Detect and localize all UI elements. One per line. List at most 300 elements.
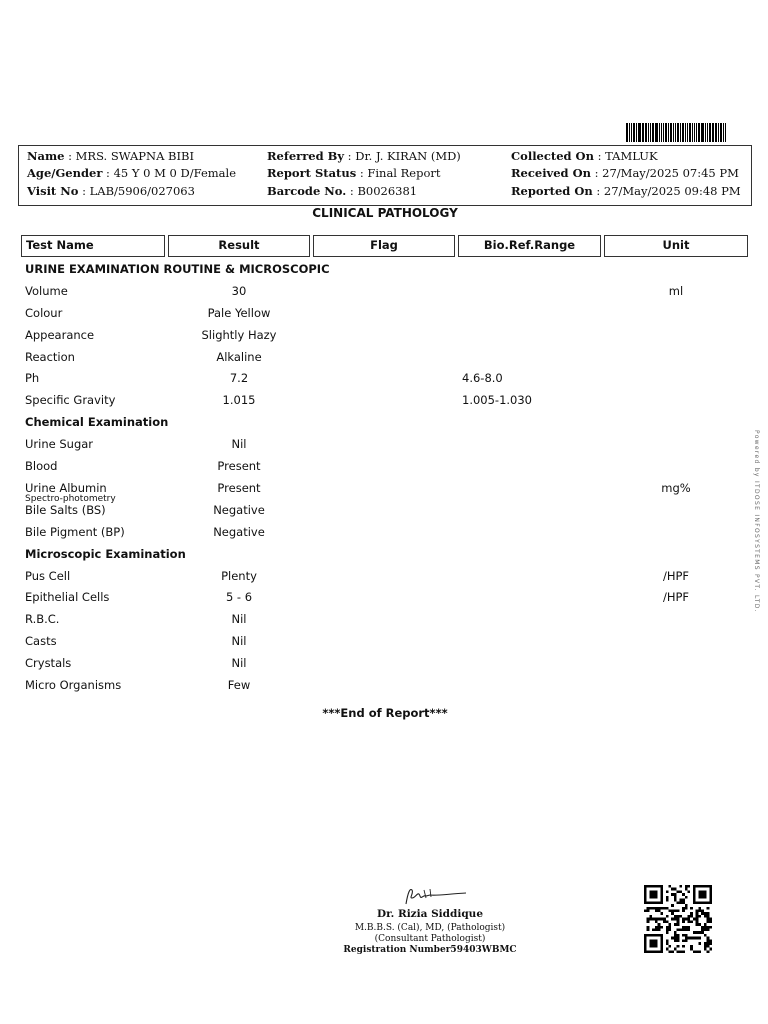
- qr-module: [658, 918, 661, 921]
- qr-module: [704, 885, 707, 888]
- barcode-bar: [720, 123, 722, 142]
- qr-module: [704, 890, 707, 893]
- qr-module: [649, 915, 652, 918]
- qr-module: [709, 896, 712, 899]
- qr-module: [704, 915, 707, 918]
- test-name: R.B.C.: [25, 612, 60, 626]
- qr-module: [698, 923, 701, 926]
- qr-module: [655, 885, 658, 888]
- test-name: Ph: [25, 371, 40, 385]
- table-row: [0, 371, 768, 389]
- barcode-bar: [652, 123, 654, 142]
- table-row: [0, 612, 768, 630]
- patient-age: Age/Gender : 45 Y 0 M 0 D/Female: [27, 166, 237, 180]
- qr-module: [693, 893, 696, 896]
- test-result: Few: [227, 678, 251, 692]
- qr-module: [701, 901, 704, 904]
- qr-module: [674, 931, 677, 934]
- qr-module: [698, 942, 701, 945]
- barcode-bar: [633, 123, 635, 142]
- qr-module: [696, 912, 699, 915]
- collected-on: Collected On : TAMLUK: [511, 149, 658, 163]
- test-result: Pale Yellow: [207, 306, 271, 320]
- qr-module: [696, 909, 699, 912]
- qr-module: [693, 896, 696, 899]
- qr-module: [655, 890, 658, 893]
- barcode-bar: [696, 123, 697, 142]
- qr-module: [649, 893, 652, 896]
- qr-module: [644, 885, 647, 888]
- qr-module: [690, 915, 693, 918]
- qr-module: [655, 939, 658, 942]
- qr-module: [704, 948, 707, 951]
- barcode-bar: [680, 123, 681, 142]
- qr-module: [709, 899, 712, 902]
- barcode-bar: [685, 123, 686, 142]
- qr-module: [698, 893, 701, 896]
- referred-by-label: Referred By: [267, 149, 345, 163]
- test-result: 7.2: [229, 371, 249, 385]
- qr-module: [682, 950, 685, 953]
- qr-module: [663, 907, 666, 910]
- qr-module: [668, 929, 671, 932]
- test-unit: mg%: [661, 481, 691, 495]
- barcode-bar: [712, 123, 713, 142]
- barcode-bar: [648, 123, 649, 142]
- qr-module: [666, 907, 669, 910]
- qr-module: [674, 948, 677, 951]
- qr-module: [709, 885, 712, 888]
- section-heading: Microscopic Examination: [25, 547, 186, 561]
- qr-module: [707, 912, 710, 915]
- barcode-bar: [642, 123, 643, 142]
- qr-module: [658, 950, 661, 953]
- bio-ref-range: 1.005-1.030: [462, 393, 532, 407]
- test-result: Negative: [213, 503, 265, 517]
- qr-module: [677, 937, 680, 940]
- patient-name-value: MRS. SWAPNA BIBI: [75, 149, 195, 163]
- barcode-bar: [692, 123, 693, 142]
- qr-module: [655, 950, 658, 953]
- qr-module: [674, 893, 677, 896]
- qr-module: [674, 923, 677, 926]
- qr-module: [685, 929, 688, 932]
- qr-module: [679, 899, 682, 902]
- test-name: Appearance: [25, 328, 95, 342]
- header-result: Result: [168, 235, 310, 257]
- qr-module: [704, 912, 707, 915]
- qr-module: [666, 939, 669, 942]
- table-row: [0, 328, 768, 346]
- qr-module: [707, 885, 710, 888]
- section-heading: URINE EXAMINATION ROUTINE & MICROSCOPIC: [25, 262, 330, 276]
- barcode-bar: [718, 123, 719, 142]
- qr-module: [707, 907, 710, 910]
- qr-module: [644, 937, 647, 940]
- qr-module: [660, 912, 663, 915]
- patient-age-label: Age/Gender: [27, 166, 103, 180]
- qr-module: [709, 939, 712, 942]
- qr-module: [704, 923, 707, 926]
- qr-module: [655, 920, 658, 923]
- qr-module: [688, 926, 691, 929]
- table-row: [0, 656, 768, 674]
- test-name: Reaction: [25, 350, 75, 364]
- barcode-bar: [689, 123, 691, 142]
- barcode-bar: [631, 123, 632, 142]
- table-row: [0, 350, 768, 368]
- qr-module: [649, 950, 652, 953]
- test-result: Slightly Hazy: [201, 328, 277, 342]
- qr-module: [660, 948, 663, 951]
- qr-module: [649, 901, 652, 904]
- qr-module: [652, 907, 655, 910]
- barcode-no: Barcode No. : B0026381: [267, 184, 418, 198]
- qr-module: [709, 942, 712, 945]
- qr-module: [709, 893, 712, 896]
- header-unit: Unit: [604, 235, 748, 257]
- qr-module: [671, 912, 674, 915]
- qr-module: [682, 929, 685, 932]
- qr-module: [707, 915, 710, 918]
- qr-module: [660, 934, 663, 937]
- qr-module: [685, 885, 688, 888]
- qr-module: [663, 920, 666, 923]
- visit-no-value: LAB/5906/027063: [89, 184, 195, 198]
- qr-module: [693, 918, 696, 921]
- qr-module: [693, 937, 696, 940]
- qr-module: [671, 950, 674, 953]
- qr-module: [682, 909, 685, 912]
- table-row: [0, 569, 768, 587]
- qr-module: [682, 918, 685, 921]
- qr-module: [658, 926, 661, 929]
- table-row: [0, 459, 768, 477]
- qr-module: [704, 893, 707, 896]
- header-flag: Flag: [313, 235, 455, 257]
- qr-module: [655, 929, 658, 932]
- qr-module: [685, 926, 688, 929]
- table-row: [0, 437, 768, 455]
- section-heading-row: [0, 415, 768, 433]
- qr-module: [644, 890, 647, 893]
- qr-module: [671, 888, 674, 891]
- qr-module: [671, 909, 674, 912]
- qr-module: [660, 899, 663, 902]
- qr-module: [677, 923, 680, 926]
- qr-module: [660, 942, 663, 945]
- qr-module: [671, 937, 674, 940]
- barcode-bar: [661, 123, 662, 142]
- barcode-bar: [707, 123, 708, 142]
- barcode-bar: [626, 123, 628, 142]
- qr-module: [649, 885, 652, 888]
- barcode-bar: [668, 123, 669, 142]
- qr-module: [709, 920, 712, 923]
- qr-module: [701, 896, 704, 899]
- qr-module: [660, 888, 663, 891]
- report-status: Report Status : Final Report: [267, 166, 441, 180]
- qr-module: [704, 926, 707, 929]
- qr-module: [658, 909, 661, 912]
- test-name: Bile Pigment (BP): [25, 525, 125, 539]
- qr-module: [644, 899, 647, 902]
- header-test-name: Test Name: [21, 235, 165, 257]
- barcode-bar: [725, 123, 726, 142]
- qr-module: [693, 950, 696, 953]
- qr-module: [693, 885, 696, 888]
- qr-module: [698, 907, 701, 910]
- patient-age-value: 45 Y 0 M 0 D/Female: [113, 166, 237, 180]
- test-name: Casts: [25, 634, 57, 648]
- qr-module: [677, 918, 680, 921]
- doctor-qualification: M.B.B.S. (Cal), MD, (Pathologist): [354, 923, 506, 933]
- qr-module: [677, 890, 680, 893]
- qr-module: [682, 934, 685, 937]
- qr-module: [655, 945, 658, 948]
- test-method: Spectro-photometry: [25, 494, 116, 504]
- qr-module: [644, 945, 647, 948]
- qr-module: [660, 950, 663, 953]
- barcode-bar: [659, 123, 660, 142]
- qr-module: [655, 934, 658, 937]
- qr-module: [660, 893, 663, 896]
- qr-module: [652, 901, 655, 904]
- barcode-bar: [694, 123, 695, 142]
- qr-module: [696, 931, 699, 934]
- barcode-bar: [715, 123, 717, 142]
- qr-module: [693, 890, 696, 893]
- qr-module: [668, 885, 671, 888]
- qr-module: [649, 907, 652, 910]
- qr-module: [701, 885, 704, 888]
- qr-module: [655, 918, 658, 921]
- qr-module: [688, 929, 691, 932]
- qr-module: [704, 942, 707, 945]
- qr-module: [668, 926, 671, 929]
- barcode-bar: [709, 123, 711, 142]
- qr-module: [644, 909, 647, 912]
- test-name: Blood: [25, 459, 58, 473]
- barcode-no-value: B0026381: [357, 184, 418, 198]
- signature-image: [400, 884, 470, 908]
- qr-module: [655, 896, 658, 899]
- qr-module: [671, 904, 674, 907]
- qr-module: [707, 901, 710, 904]
- patient-name: Name : MRS. SWAPNA BIBI: [27, 149, 195, 163]
- qr-module: [658, 934, 661, 937]
- test-name: Epithelial Cells: [25, 590, 110, 604]
- qr-module: [668, 923, 671, 926]
- qr-module: [647, 909, 650, 912]
- qr-module: [655, 926, 658, 929]
- qr-module: [660, 937, 663, 940]
- qr-module: [644, 888, 647, 891]
- qr-module: [704, 929, 707, 932]
- qr-module: [647, 901, 650, 904]
- qr-module: [674, 888, 677, 891]
- report-status-value: Final Report: [367, 166, 441, 180]
- barcode-no-label: Barcode No.: [267, 184, 347, 198]
- qr-module: [671, 893, 674, 896]
- qr-module: [677, 920, 680, 923]
- barcode-bar: [675, 123, 676, 142]
- qr-module: [701, 912, 704, 915]
- qr-module: [666, 890, 669, 893]
- qr-module: [652, 929, 655, 932]
- qr-module: [647, 907, 650, 910]
- barcode-bar: [636, 123, 637, 142]
- qr-module: [696, 920, 699, 923]
- qr-module: [685, 918, 688, 921]
- visit-no: Visit No : LAB/5906/027063: [27, 184, 195, 198]
- qr-module: [709, 948, 712, 951]
- qr-code: [642, 885, 714, 953]
- qr-module: [696, 950, 699, 953]
- qr-module: [649, 918, 652, 921]
- collected-on-label: Collected On: [511, 149, 594, 163]
- qr-module: [652, 942, 655, 945]
- barcode-bar: [687, 123, 688, 142]
- barcode-bar: [650, 123, 651, 142]
- qr-module: [652, 890, 655, 893]
- qr-module: [679, 950, 682, 953]
- qr-module: [674, 909, 677, 912]
- doctor-registration: Registration Number59403WBMC: [343, 945, 517, 955]
- test-result: Nil: [231, 612, 247, 626]
- qr-module: [698, 909, 701, 912]
- qr-module: [652, 934, 655, 937]
- barcode-bar: [655, 123, 658, 142]
- qr-module: [652, 939, 655, 942]
- qr-module: [685, 907, 688, 910]
- qr-module: [647, 926, 650, 929]
- test-unit: /HPF: [662, 569, 690, 583]
- test-name: Micro Organisms: [25, 678, 122, 692]
- qr-module: [679, 915, 682, 918]
- qr-module: [696, 923, 699, 926]
- qr-module: [693, 899, 696, 902]
- qr-module: [682, 926, 685, 929]
- qr-module: [666, 942, 669, 945]
- qr-module: [674, 939, 677, 942]
- table-row: [0, 393, 768, 411]
- section-heading-row: [0, 547, 768, 565]
- qr-module: [644, 896, 647, 899]
- qr-module: [679, 901, 682, 904]
- section-heading: Chemical Examination: [25, 415, 169, 429]
- qr-module: [701, 926, 704, 929]
- barcode: [626, 123, 727, 142]
- qr-module: [644, 893, 647, 896]
- powered-by-text: Powered by ITDOSE INFOSYSTEMS PVT. LTD.: [753, 430, 760, 613]
- qr-module: [671, 918, 674, 921]
- qr-module: [655, 909, 658, 912]
- qr-module: [660, 901, 663, 904]
- patient-name-label: Name: [27, 149, 65, 163]
- qr-module: [690, 945, 693, 948]
- qr-module: [647, 950, 650, 953]
- test-result: Nil: [231, 634, 247, 648]
- qr-module: [649, 945, 652, 948]
- barcode-bar: [713, 123, 714, 142]
- qr-module: [685, 904, 688, 907]
- test-result: 5 - 6: [225, 590, 253, 604]
- test-name: Urine Sugar: [25, 437, 94, 451]
- test-name: Urine Albumin: [25, 481, 107, 495]
- barcode-bar: [705, 123, 706, 142]
- qr-module: [655, 901, 658, 904]
- reported-on-value: 27/May/2025 09:48 PM: [603, 184, 741, 198]
- table-row: [0, 590, 768, 608]
- qr-module: [707, 945, 710, 948]
- qr-module: [690, 920, 693, 923]
- qr-module: [674, 915, 677, 918]
- qr-module: [674, 896, 677, 899]
- qr-module: [709, 926, 712, 929]
- test-unit: /HPF: [662, 590, 690, 604]
- qr-module: [668, 909, 671, 912]
- qr-module: [693, 888, 696, 891]
- qr-module: [682, 907, 685, 910]
- barcode-bar: [698, 123, 700, 142]
- report-status-label: Report Status: [267, 166, 357, 180]
- test-result: Present: [217, 481, 261, 495]
- qr-module: [677, 934, 680, 937]
- qr-module: [696, 901, 699, 904]
- qr-module: [674, 918, 677, 921]
- qr-module: [696, 915, 699, 918]
- barcode-bar: [682, 123, 684, 142]
- qr-module: [666, 948, 669, 951]
- qr-module: [660, 896, 663, 899]
- barcode-bar: [629, 123, 630, 142]
- qr-module: [709, 888, 712, 891]
- qr-module: [707, 918, 710, 921]
- qr-module: [647, 929, 650, 932]
- qr-module: [660, 918, 663, 921]
- qr-module: [652, 950, 655, 953]
- test-result: Alkaline: [216, 350, 262, 364]
- visit-no-label: Visit No: [27, 184, 79, 198]
- qr-module: [679, 885, 682, 888]
- qr-module: [674, 934, 677, 937]
- qr-module: [652, 885, 655, 888]
- qr-module: [652, 896, 655, 899]
- qr-module: [682, 939, 685, 942]
- qr-module: [696, 885, 699, 888]
- qr-module: [647, 885, 650, 888]
- test-result: 30: [231, 284, 247, 298]
- qr-module: [698, 890, 701, 893]
- table-row: [0, 284, 768, 302]
- qr-module: [709, 918, 712, 921]
- test-result: Nil: [231, 437, 247, 451]
- qr-module: [696, 937, 699, 940]
- qr-module: [696, 918, 699, 921]
- qr-module: [658, 885, 661, 888]
- qr-module: [707, 937, 710, 940]
- qr-module: [693, 901, 696, 904]
- qr-module: [647, 918, 650, 921]
- qr-module: [660, 890, 663, 893]
- qr-module: [698, 885, 701, 888]
- qr-module: [677, 950, 680, 953]
- qr-module: [666, 899, 669, 902]
- qr-module: [698, 896, 701, 899]
- barcode-bar: [701, 123, 704, 142]
- qr-module: [701, 909, 704, 912]
